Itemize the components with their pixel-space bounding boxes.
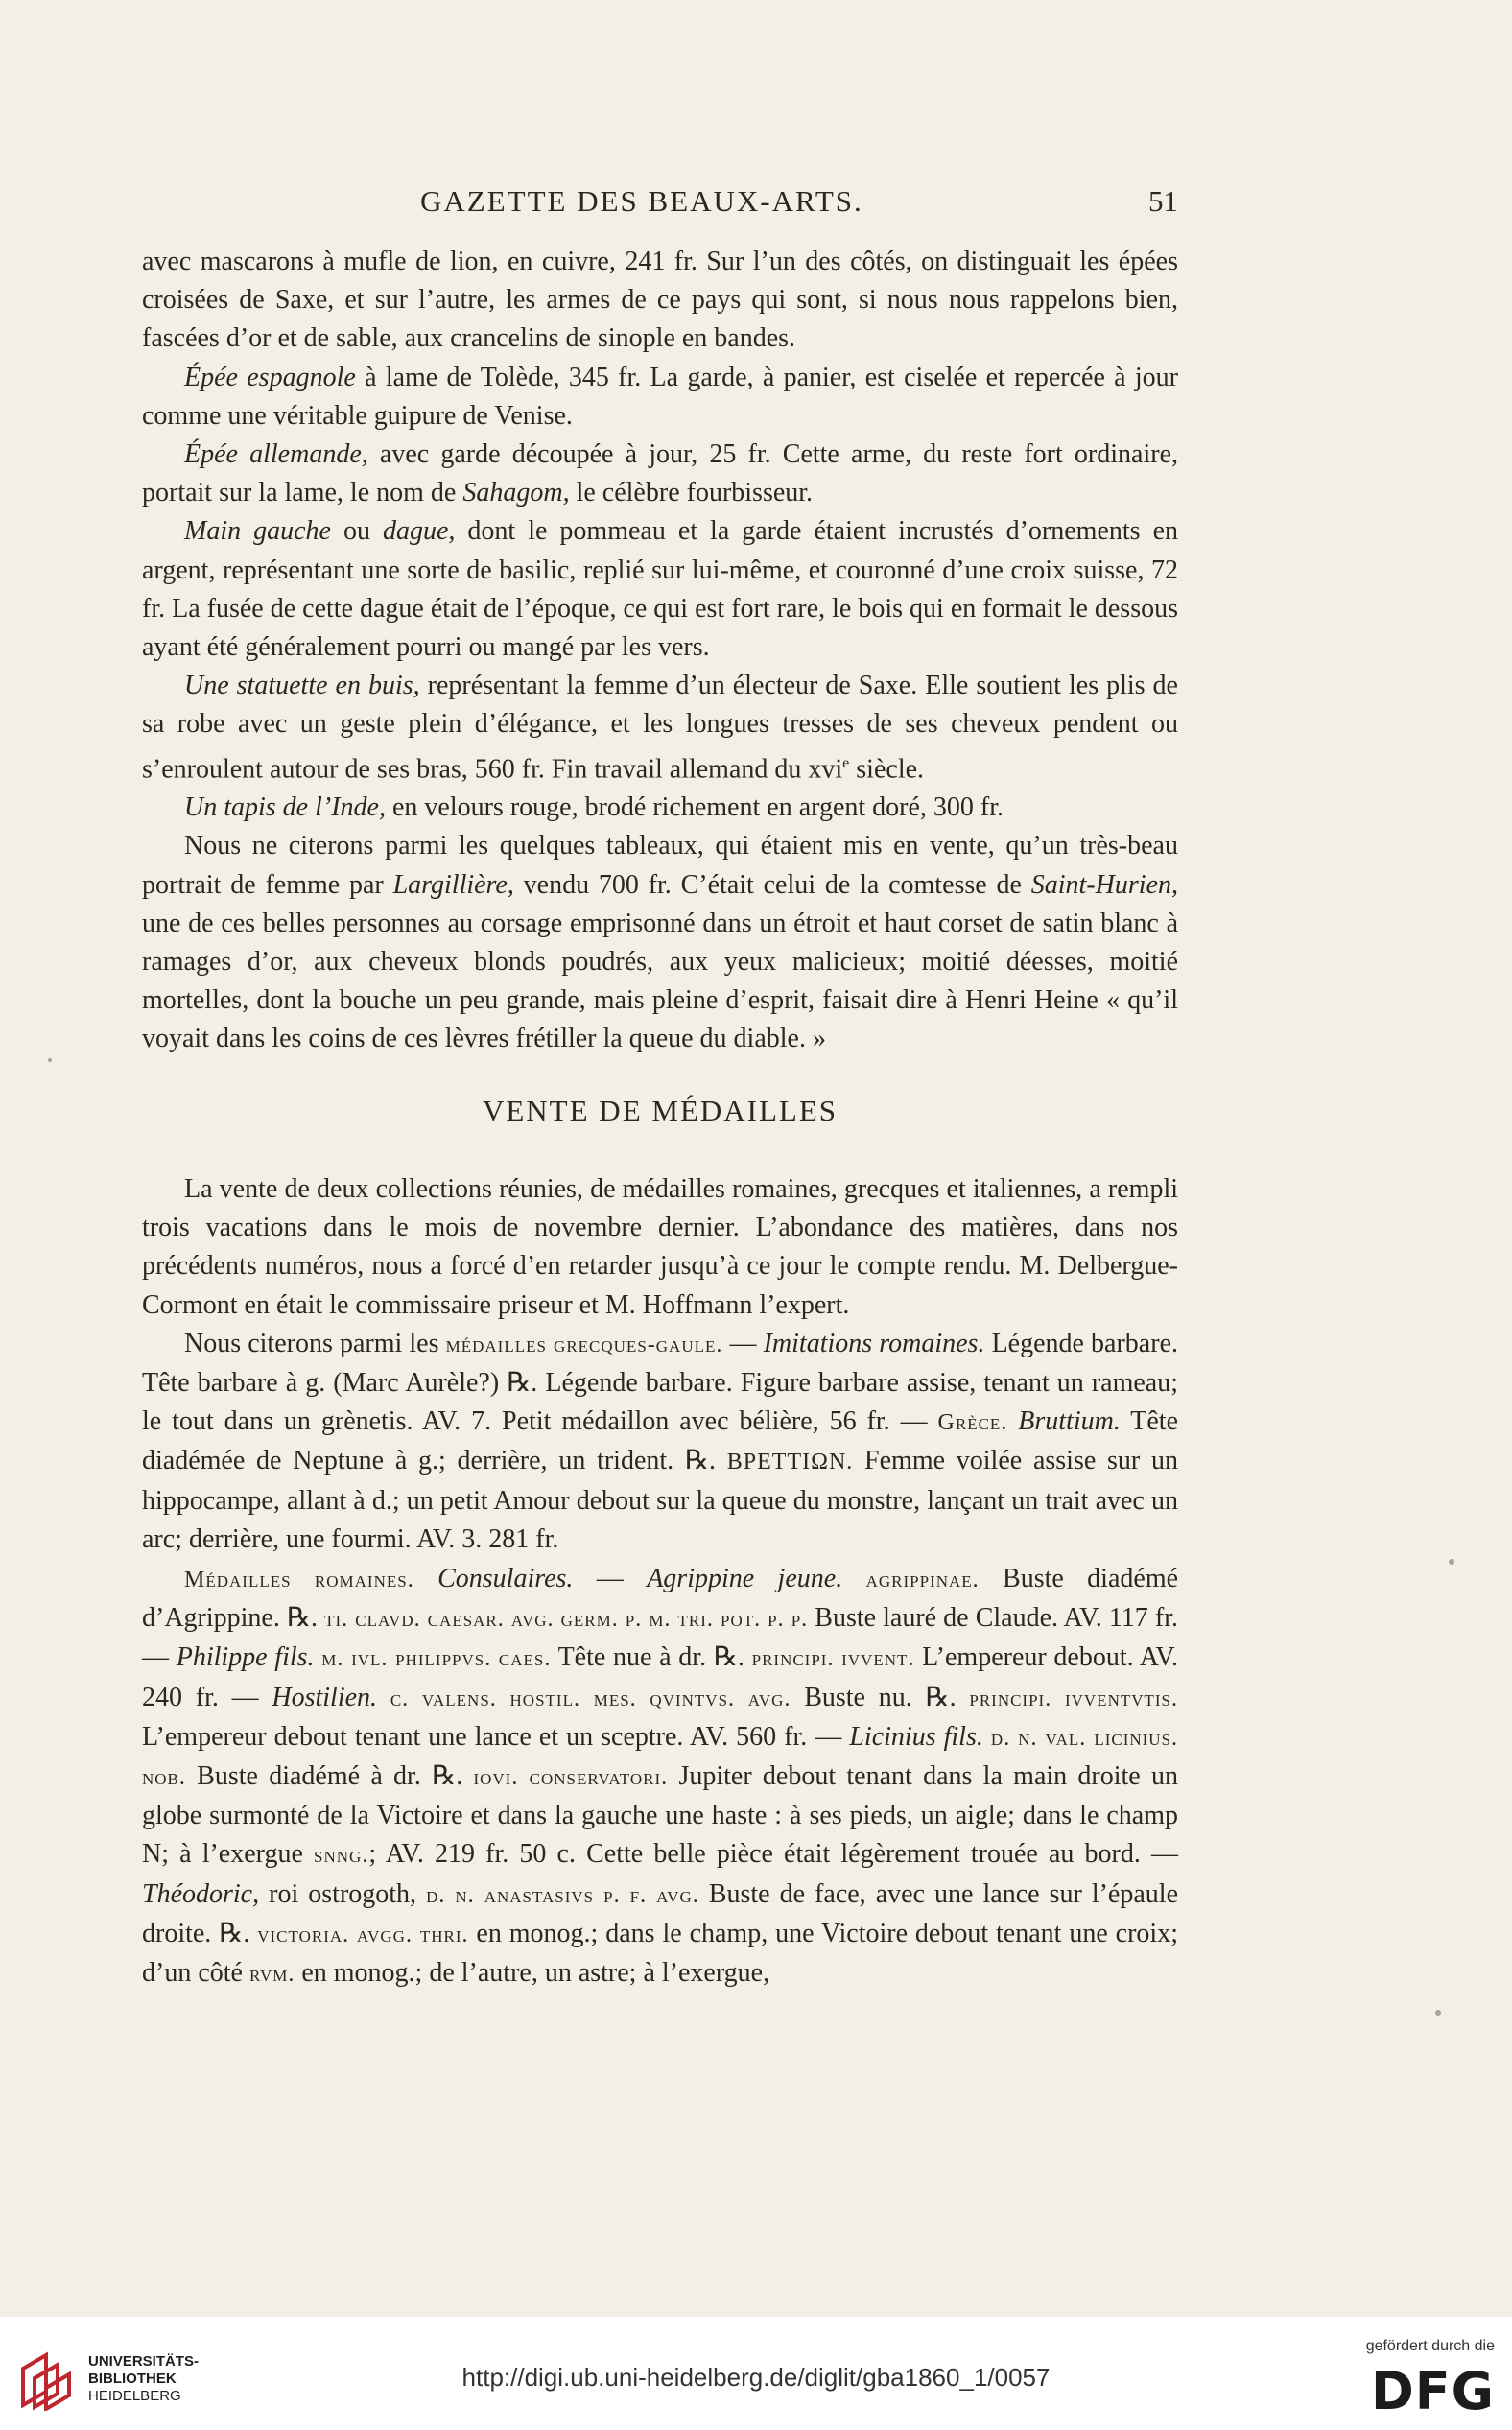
paper-speck [48,1058,52,1062]
body-text-section [142,1170,1178,1559]
paragraph-text: vendu 700 fr. C’était celui de la comtesse de [513,869,1031,900]
funding-text: gefördert durch die [1365,2338,1495,2354]
paragraph [142,436,1178,512]
paragraph-text: La vente de deux collections réunies, de médailles romaines, grecques et italiennes, a rempli trois vacations dans le mois de novembre dernier. L’abondance des matières, dans nos précédents numéros, nous a forcé d’en retarder jusqu’à ce jour le compte rendu. M. Delbergue-Cormont en était le commissaire priseur et M. Hoffmann l’expert. [142,1174,1178,1320]
paragraph-text: roi ostrogoth, [259,1878,427,1909]
small-caps-text: d. n. anastasivs p. f. avg. [426,1882,699,1908]
item-title: Épée allemande, [184,439,368,470]
paragraph [142,1170,1178,1325]
italic-name: Saint-Hurien, [1030,869,1178,900]
running-head [142,184,1178,223]
paragraph-text: en monog.; de l’autre, un astre; à l’exergue, [295,1958,770,1989]
paragraph-text: Tête nue à dr. ℞. [551,1642,752,1673]
small-caps-text: Médailles romaines. [184,1568,414,1592]
small-caps-text: ΒΡΕΤΤΙΩΝ. [726,1450,854,1475]
small-caps-text: snng. [314,1843,369,1869]
item-title: Bruttium. [1018,1406,1121,1437]
small-caps-text: principi. ivvent. [751,1646,915,1672]
paragraph-text: Buste lauré de Claude. AV. 117 fr. — [142,1603,1178,1673]
paragraph [142,789,1178,827]
paragraph-text: Buste diadémé d’Agrippine. ℞. [142,1564,1179,1634]
paragraph-text: Buste de face, avec une lance sur l’épaule droite. ℞. [142,1878,1178,1948]
item-title: Hostilien. [272,1682,378,1712]
small-caps-text: victoria. avgg. thri. [257,1922,469,1947]
small-caps-text: c. valens. hostil. mes. qvintvs. avg. [390,1686,791,1711]
item-title: Main gauche [184,516,331,547]
paragraph [142,512,1178,667]
small-caps-text: rvm. [248,1962,295,1988]
paragraph [142,1560,1178,1994]
small-caps-text: ti. clavd. caesar. avg. germ. p. m. tri. pot. p. p. [324,1607,809,1633]
item-title: dague, [382,516,456,547]
paragraph-text: Buste diadémé à dr. ℞. [185,1761,474,1792]
small-caps-text: médailles grecques-gaule. [445,1332,723,1357]
paragraph [142,667,1178,789]
item-title: Licinius fils. [849,1721,983,1752]
library-name-line: HEIDELBERG [88,2388,181,2404]
italic-name: Sahagom, [462,478,570,508]
paragraph-text: siècle. [849,753,925,784]
paragraph-text: — [573,1564,648,1593]
small-caps-text: iovi. conservatori. [473,1765,669,1791]
small-caps-text: m. ivl. philippvs. caes. [321,1646,552,1672]
item-title: Un tapis de l’Inde, [184,792,386,823]
paper-speck [1449,1559,1454,1565]
paper-speck [1435,2010,1441,2016]
body-text-top [142,243,1178,1059]
paragraph-text: L’empereur debout. AV. 240 fr. — [142,1642,1179,1712]
running-title: GAZETTE DES BEAUX-ARTS. [420,184,863,218]
paragraph [142,359,1178,436]
paragraph-text: Nous ne citerons parmi les quelques tableaux, qui étaient mis en vente, qu’un très-beau portrait de femme par [142,831,1178,900]
paragraph-text: une de ces belles personnes au corsage emprisonné dans un étroit et haut corset de satin blanc à ramages d’or, aux cheveux blonds poudrés, aux yeux malicieux; moitié déesses, moitié mortelles, dont la bouche un peu grande, mais pleine d’esprit, faisait dire à Henri Heine « qu’il voyait dans les coins de ces lèvres frétiller la queue du diable. » [142,908,1178,1054]
paragraph-text: Buste nu. ℞. [791,1682,970,1712]
section-heading: VENTE DE MÉDAILLES [482,1094,839,1127]
small-caps-text: Grèce. [937,1410,1008,1436]
body-text-roman [142,1560,1178,1994]
dfg-logo: DFG [1370,2361,1495,2421]
item-title: Théodoric, [142,1878,260,1909]
permalink-url[interactable]: http://digi.ub.uni-heidelberg.de/diglit/gba1860_1/0057 [461,2363,1051,2392]
paragraph-text: représentant la femme d’un électeur de Saxe. Elle soutient les plis de sa robe avec un geste plein d’élégance, et les longues tresses de ses cheveux pendent ou s’enroulent autour de ses bras, 560 fr. Fin travail allemand du xvi [142,671,1178,784]
paragraph [142,827,1178,1058]
paragraph-text: avec mascarons à mufle de lion, en cuivre, 241 fr. Sur l’un des côtés, on distinguait les épées croisées de Saxe, et sur l’autre, les armes de ce pays qui sont, si nous nous rappelons bien, fascées d’or et de sable, aux crancelins de sinople en bandes. [142,247,1178,354]
paragraph-text: en velours rouge, brodé richement en argent doré, 300 fr. [385,792,1004,823]
small-caps-text: principi. ivventvtis. [969,1686,1179,1711]
paragraph-text [1007,1406,1018,1436]
paragraph-text: Femme voilée assise sur un hippocampe, allant à d.; un petit Amour debout sur la queue du monstre, lançant un trait avec un arc; derrière, une fourmi. AV. 3. 281 fr. [142,1446,1178,1554]
small-caps-text: d. n. val. licinius. nob. [142,1725,1179,1791]
paragraph-text: dont le pommeau et la garde étaient incrustés d’ornements en argent, représentant une sorte de basilic, replié sur lui-même, et couronné d’une croix suisse, 72 fr. La fusée de cette dague était de l’époque, ce qui est fort rare, le bois qui en formait le dessous ayant été généralement pourri ou mangé par les vers. [142,516,1178,663]
page-number: 51 [1148,184,1178,218]
library-name-line: BIBLIOTHEK [88,2371,177,2387]
paragraph-text: avec garde découpée à jour, 25 fr. Cette arme, du reste fort ordinaire, portait sur la lame, le nom de [142,439,1178,508]
footer-bar [0,2317,1512,2430]
paragraph [142,243,1178,359]
paragraph-text: Légende barbare. Tête barbare à g. (Marc Aurèle?) ℞. Légende barbare. Figure barbare assise, tenant un rameau; le tout dans un grènetis. AV. 7. Petit médaillon avec bélière, 56 fr. — [142,1328,1178,1437]
paragraph-text: le célèbre fourbisseur. [569,478,814,508]
item-title: Agrippine jeune. [647,1564,843,1593]
item-title: Épée espagnole [184,362,356,392]
paragraph-text: — [722,1328,764,1358]
small-caps-text: agrippinae. [865,1568,980,1592]
item-title: Consulaires. [437,1564,574,1593]
paragraph [142,1325,1178,1559]
item-title: Une statuette en buis, [184,671,420,701]
paragraph-text: ou [330,516,383,547]
paragraph-text: Jupiter debout tenant dans la main droite un globe surmonté de la Victoire et dans la gauche une haste : à ses pieds, un aigle; dans le champ N; à l’exergue [142,1761,1179,1870]
paragraph-text: Nous citerons parmi les [184,1328,446,1358]
library-name-line: UNIVERSITÄTS- [88,2353,200,2370]
paragraph-text: Tête diadémée de Neptune à g.; derrière, un trident. ℞. [142,1406,1179,1476]
paragraph-text: à lame de Tolède, 345 fr. La garde, à panier, est ciselée et repercée à jour comme une véritable guipure de Venise. [142,362,1178,431]
superscript: e [842,754,850,771]
paragraph-text: ; AV. 219 fr. 50 c. Cette belle pièce était légèrement trouée au bord. — [368,1839,1178,1870]
item-title: Imitations romaines. [763,1328,985,1358]
paragraph-text: en monog.; dans le champ, une Victoire debout tenant une croix; d’un côté [142,1918,1178,1989]
paragraph-text: L’empereur debout tenant une lance et un sceptre. AV. 560 fr. — [142,1721,850,1752]
italic-name: Largillière, [392,869,514,900]
item-title: Philippe fils. [176,1642,315,1673]
